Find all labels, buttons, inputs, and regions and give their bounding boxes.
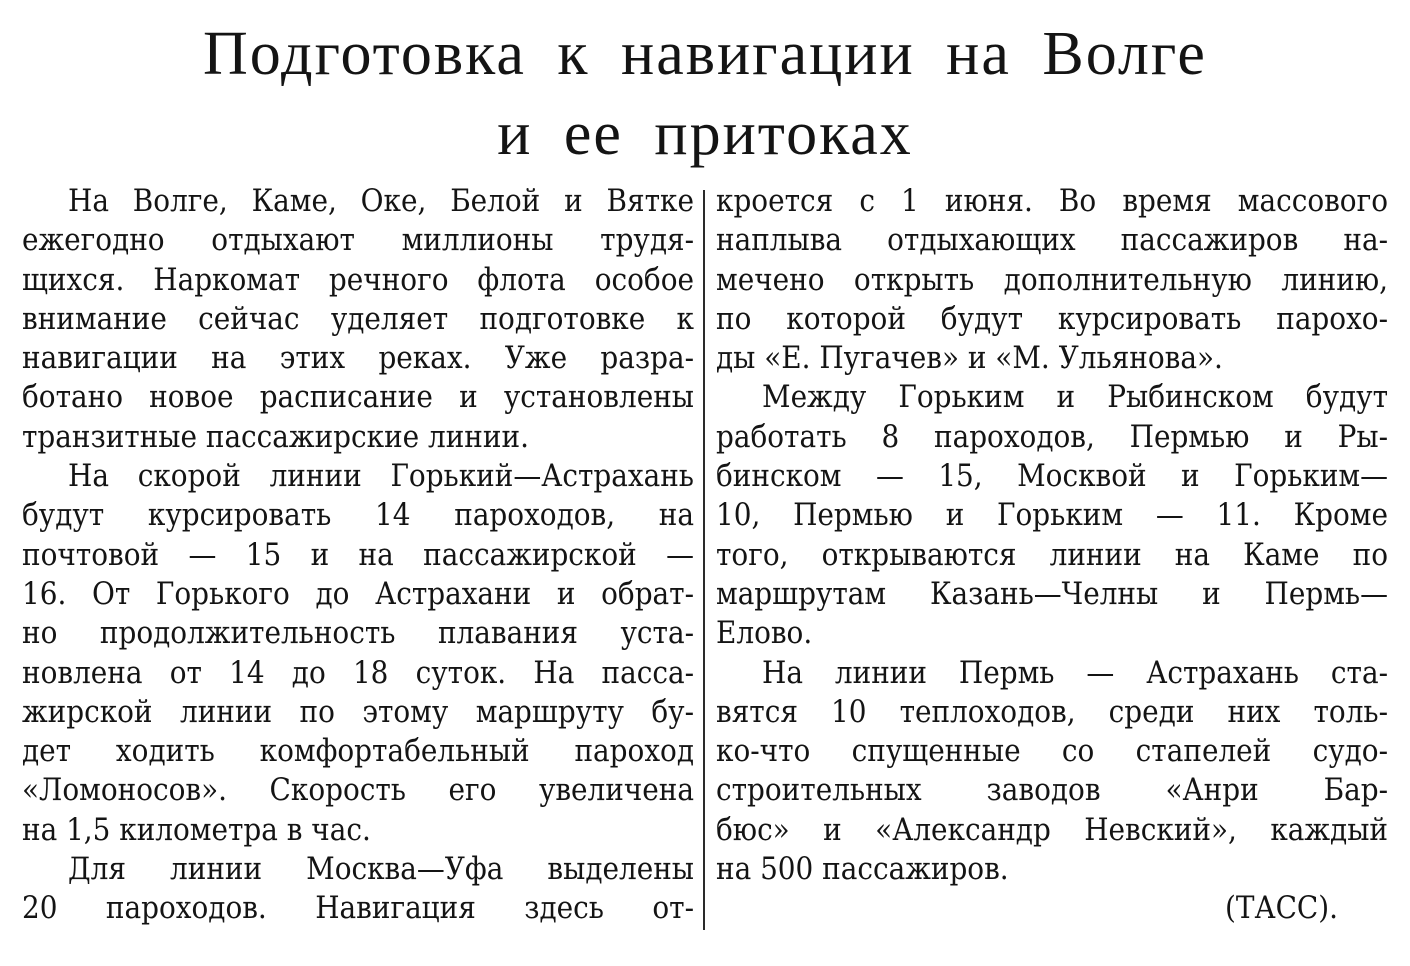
left-column bbox=[22, 182, 694, 929]
text-line: навигации на этих реках. Уже разра- bbox=[22, 340, 694, 377]
text-line: На Волге, Каме, Оке, Белой и Вятке bbox=[68, 183, 694, 219]
text-line: щихся. Наркомат речного флота особое bbox=[22, 261, 694, 298]
text-line: по которой будут курсировать парохо- bbox=[716, 300, 1388, 337]
text-line: ботано новое расписание и установлены bbox=[22, 379, 694, 416]
text-line: того, открываются линии на Каме по bbox=[716, 536, 1388, 573]
headline-line-2: и ее притоках bbox=[497, 100, 913, 168]
right-column bbox=[716, 182, 1388, 929]
text-line: почтовой — 15 и на пассажирской — bbox=[22, 536, 694, 573]
text-line: будут курсировать 14 пароходов, на bbox=[22, 497, 694, 534]
text-line: новлена от 14 до 18 суток. На пасса- bbox=[22, 654, 694, 691]
column-divider bbox=[703, 190, 705, 930]
text-line: наплыва отдыхающих пассажиров на- bbox=[716, 222, 1388, 259]
text-line: 16. От Горького до Астрахани и обрат- bbox=[22, 575, 694, 612]
text-line: дет ходить комфортабельный пароход bbox=[22, 733, 694, 770]
text-line: На линии Пермь — Астрахань ста- bbox=[762, 654, 1388, 691]
text-line: жирской линии по этому маршруту бу- bbox=[22, 693, 694, 730]
text-line: строительных заводов «Анри Бар- bbox=[716, 772, 1388, 809]
text-line: вятся 10 теплоходов, среди них толь- bbox=[716, 693, 1388, 730]
text-line: бюс» и «Александр Невский», каждый bbox=[716, 811, 1388, 848]
text-line: 20 пароходов. Навигация здесь от- bbox=[22, 890, 694, 927]
source-credit: (ТАСС). bbox=[1224, 890, 1338, 927]
text-line: ды «Е. Пугачев» и «М. Ульянова». bbox=[716, 340, 1223, 377]
text-line: но продолжительность плавания уста- bbox=[22, 615, 694, 652]
text-line: мечено открыть дополнительную линию, bbox=[716, 261, 1388, 298]
text-line: Между Горьким и Рыбинском будут bbox=[762, 379, 1388, 416]
text-line: Для линии Москва—Уфа выделены bbox=[68, 851, 694, 888]
text-line: 10, Пермью и Горьким — 11. Кроме bbox=[716, 497, 1388, 534]
text-line: ко-что спущенные со стапелей судо- bbox=[716, 733, 1388, 770]
text-line: кроется с 1 июня. Во время массового bbox=[716, 183, 1388, 219]
text-line: маршрутам Казань—Челны и Пермь— bbox=[716, 575, 1388, 612]
text-line: на 500 пассажиров. bbox=[716, 851, 1009, 888]
text-line: ежегодно отдыхают миллионы трудя- bbox=[22, 222, 694, 259]
text-line: работать 8 пароходов, Пермью и Ры- bbox=[716, 418, 1388, 455]
text-line: транзитные пассажирские линии. bbox=[22, 418, 529, 455]
text-line: На скорой линии Горький—Астрахань bbox=[68, 458, 694, 495]
text-line: бинском — 15, Москвой и Горьким— bbox=[716, 458, 1388, 495]
article-headline bbox=[0, 14, 1410, 174]
text-line: Елово. bbox=[716, 615, 813, 652]
headline-line-1: Подготовка к навигации на Волге bbox=[203, 20, 1207, 88]
text-line: «Ломоносов». Скорость его увеличена bbox=[22, 772, 694, 809]
text-line: на 1,5 километра в час. bbox=[22, 811, 371, 848]
text-line: внимание сейчас уделяет подготовке к bbox=[22, 300, 694, 337]
